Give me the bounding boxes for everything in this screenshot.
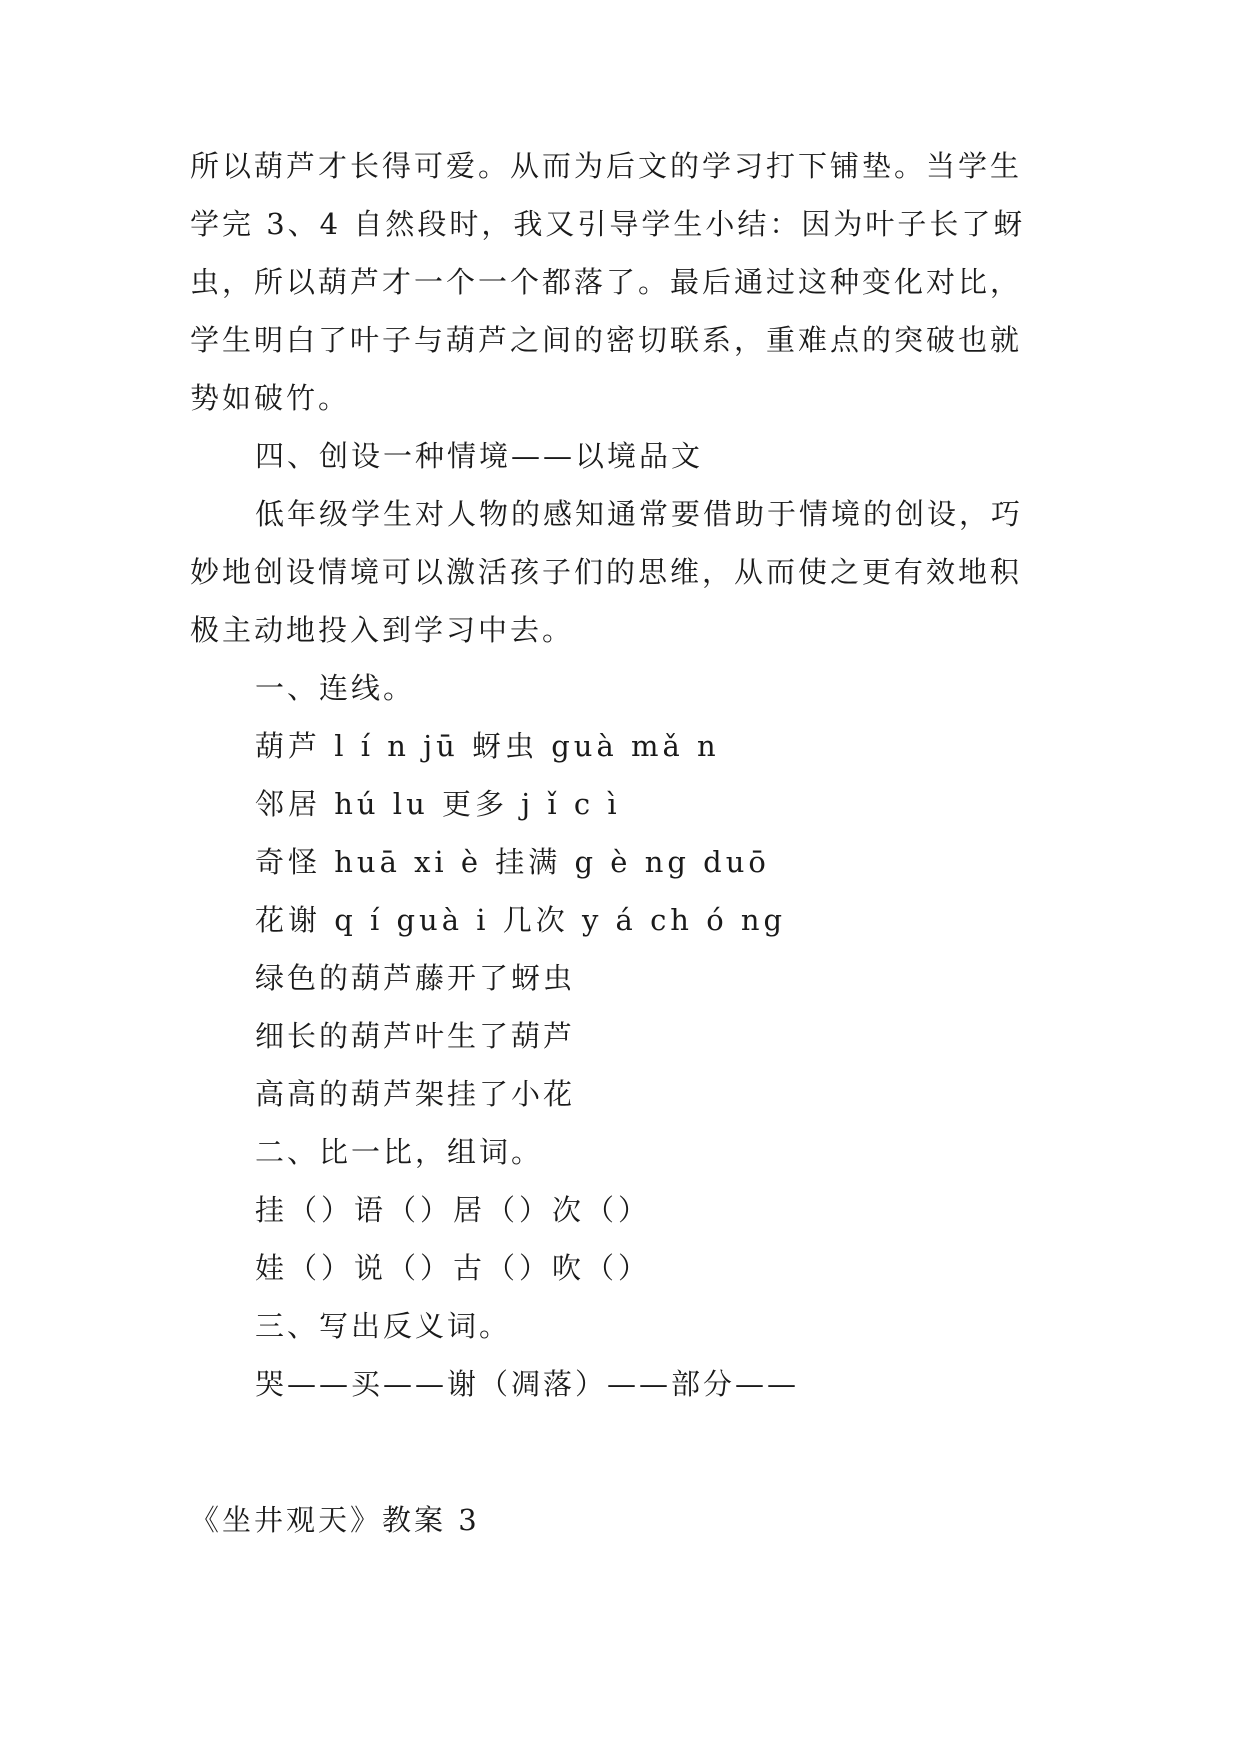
section-heading: 四、创设一种情境——以境品文 (255, 439, 704, 473)
phrase-line: 细长的葫芦叶生了葫芦 (255, 1019, 576, 1053)
pinyin-line: 花谢 q í guà i 几次 y á ch ó ng (255, 903, 787, 937)
pinyin-line: 奇怪 huā xi è 挂满 g è ng duō (255, 845, 770, 879)
exercise-heading: 二、比一比，组词。 (255, 1135, 544, 1169)
antonym-line: 哭——买——谢（凋落）——部分—— (255, 1367, 800, 1401)
paragraph-line: 学完 3、4 自然段时，我又引导学生小结：因为叶子长了蚜 (190, 207, 1026, 241)
word-group-line: 娃（）说（）古（）吹（） (255, 1251, 652, 1285)
paragraph-line: 虫，所以葫芦才一个一个都落了。最后通过这种变化对比， (190, 265, 1023, 299)
phrase-line: 高高的葫芦架挂了小花 (255, 1077, 576, 1111)
exercise-heading: 一、连线。 (255, 671, 416, 705)
paragraph-line: 所以葫芦才长得可爱。从而为后文的学习打下铺垫。当学生 (190, 149, 1023, 183)
phrase-line: 绿色的葫芦藤开了蚜虫 (255, 961, 576, 995)
pinyin-line: 邻居 hú lu 更多 j ǐ c ì (255, 787, 621, 821)
paragraph-line: 极主动地投入到学习中去。 (190, 613, 575, 647)
pinyin-line: 葫芦 l í n jū 蚜虫 guà mǎ n (255, 729, 720, 763)
paragraph-line: 低年级学生对人物的感知通常要借助于情境的创设，巧 (255, 497, 1024, 531)
paragraph-line: 妙地创设情境可以激活孩子们的思维，从而使之更有效地积 (190, 555, 1023, 589)
exercise-heading: 三、写出反义词。 (255, 1309, 512, 1343)
next-lesson-title: 《坐井观天》教案 3 (190, 1503, 480, 1537)
paragraph-line: 势如破竹。 (190, 381, 351, 415)
word-group-line: 挂（）语（）居（）次（） (255, 1193, 652, 1227)
paragraph-line: 学生明白了叶子与葫芦之间的密切联系，重难点的突破也就 (190, 323, 1023, 357)
